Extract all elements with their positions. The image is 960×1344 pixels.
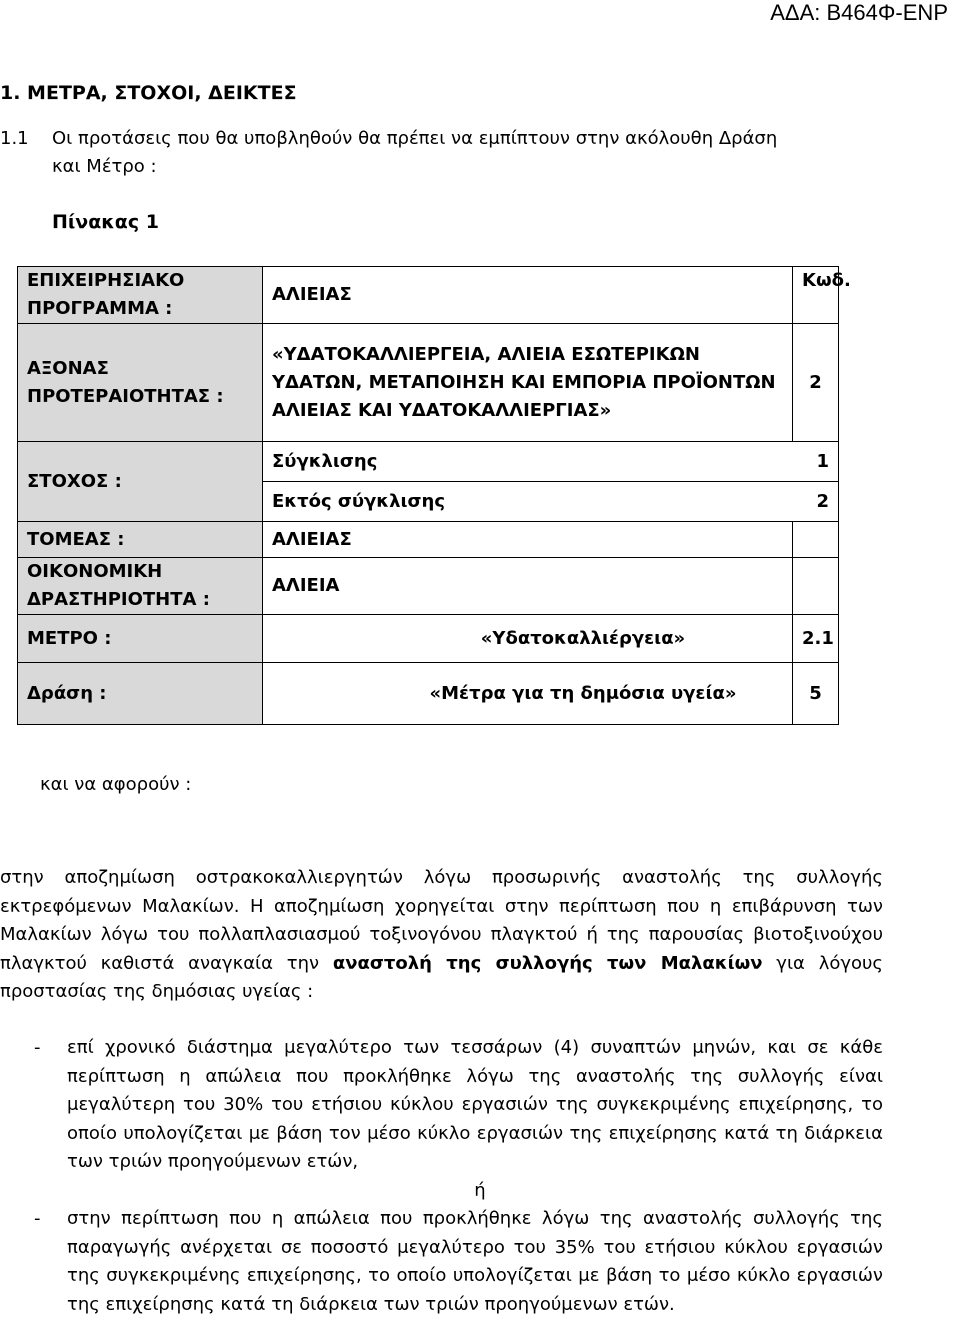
intro-line-2: και Μέτρο :	[52, 156, 157, 177]
table-caption: Πίνακας 1	[52, 211, 159, 233]
paragraph-text-1: στην αποζημίωση οστρακοκαλλιεργητών λόγω προσωρινής αναστολής της συλλογής εκτρεφόμενων Μαλακίων. Η αποζημίωση χορηγείται στην περίπτωση που η επιβάρυνση των Μαλακίων λόγω του πολλαπλασιασμού τοξινογόνου πλαγκτού ή της παρουσίας βιοτοξινούχου πλαγκτού καθιστά αναγκαία την	[0, 867, 883, 974]
or-separator: ή	[474, 1180, 486, 1201]
action-code: 5	[793, 663, 839, 725]
paragraph-bold: αναστολή της συλλογής των Μαλακίων	[332, 952, 763, 974]
activity-code	[793, 558, 839, 615]
sector-label: ΤΟΜΕΑΣ :	[18, 522, 263, 558]
goal-row-2	[263, 482, 839, 522]
bullet-text-2: στην περίπτωση που η απώλεια που προκλήθηκε λόγω της αναστολής συλλογής της παραγωγής ανέρχεται σε ποσοστό μεγαλύτερο του 35% του ετήσιου κύκλου εργασιών της συγκεκριμένης επιχείρησης, το οποίο υπολογίζεται με βάση το μέσο κύκλο εργασιών της επιχείρησης κατά τη διάρκεια των τριών προηγούμενων ετών.	[67, 1208, 883, 1315]
code-header: Κωδ.	[793, 267, 839, 324]
section-title: 1. ΜΕΤΡΑ, ΣΤΟΧΟΙ, ΔΕΙΚΤΕΣ	[0, 82, 297, 104]
goal-row-1	[263, 442, 839, 482]
measure-value: «Υδατοκαλλιέργεια»	[263, 615, 793, 663]
program-value: ΑΛΙΕΙΑΣ	[263, 267, 793, 324]
action-value: «Μέτρα για τη δημόσια υγεία»	[263, 663, 793, 725]
compensation-paragraph	[0, 864, 883, 1007]
bullet-item-1	[0, 1034, 883, 1177]
sector-value: ΑΛΙΕΙΑΣ	[263, 522, 793, 558]
axis-label: ΑΞΟΝΑΣ ΠΡΟΤΕΡΑΙΟΤΗΤΑΣ :	[18, 324, 263, 442]
intro-line-1: Οι προτάσεις που θα υποβληθούν θα πρέπει να εμπίπτουν στην ακόλουθη Δράση	[52, 128, 778, 149]
goal-label: ΣΤΟΧΟΣ :	[18, 442, 263, 522]
goal-row-1-label: Σύγκλισης	[272, 450, 378, 472]
bullet-text-1: επί χρονικό διάστημα μεγαλύτερο των τεσσάρων (4) συναπτών μηνών, και σε κάθε περίπτωση η απώλεια που προκλήθηκε λόγω της αναστολής της συλλογής είναι μεγαλύτερη του 30% του ετήσιου κύκλου εργασιών της συγκεκριμένης επιχείρησης, το οποίο υπολογίζεται με βάση τον μέσο κύκλο εργασιών της επιχείρησης κατά τη διάρκεια των τριών προηγούμενων ετών,	[67, 1037, 883, 1173]
goal-row-1-code: 1	[816, 450, 829, 472]
intro-number: 1.1	[0, 128, 29, 149]
sector-code	[793, 522, 839, 558]
activity-value: ΑΛΙΕΙΑ	[263, 558, 793, 615]
intro-paragraph	[0, 125, 905, 181]
measure-label: ΜΕΤΡΟ :	[18, 615, 263, 663]
bullet-dash-1: -	[34, 1037, 41, 1058]
bullet-item-2	[0, 1205, 883, 1319]
action-label: Δράση :	[18, 663, 263, 725]
ada-header: ΑΔΑ: Β464Φ-ΕΝΡ	[770, 0, 948, 25]
goal-row-2-code: 2	[816, 490, 829, 512]
goal-row-2-label: Εκτός σύγκλισης	[272, 490, 446, 512]
activity-label: ΟΙΚΟΝΟΜΙΚΗ ΔΡΑΣΤΗΡΙΟΤΗΤΑ :	[18, 558, 263, 615]
program-table	[17, 266, 851, 725]
measure-code: 2.1	[793, 615, 839, 663]
axis-value: «ΥΔΑΤΟΚΑΛΛΙΕΡΓΕΙΑ, ΑΛΙΕΙΑ ΕΣΩΤΕΡΙΚΩΝ ΥΔΑΤΩΝ, ΜΕΤΑΠΟΙΗΣΗ ΚΑΙ ΕΜΠΟΡΙΑ ΠΡΟΪΟΝΤΩΝ ΑΛΙΕΙΑΣ ΚΑΙ ΥΔΑΤΟΚΑΛΛΙΕΡΓΙΑΣ»	[263, 324, 793, 442]
bullet-dash-2: -	[34, 1208, 41, 1229]
axis-code: 2	[793, 324, 839, 442]
program-label: ΕΠΙΧΕΙΡΗΣΙΑΚΟ ΠΡΟΓΡΑΜΜΑ :	[18, 267, 263, 324]
paragraph-text-2: για λόγους προστασίας της δημόσιας υγείας :	[0, 952, 883, 1003]
after-table-text: και να αφορούν :	[40, 774, 192, 795]
